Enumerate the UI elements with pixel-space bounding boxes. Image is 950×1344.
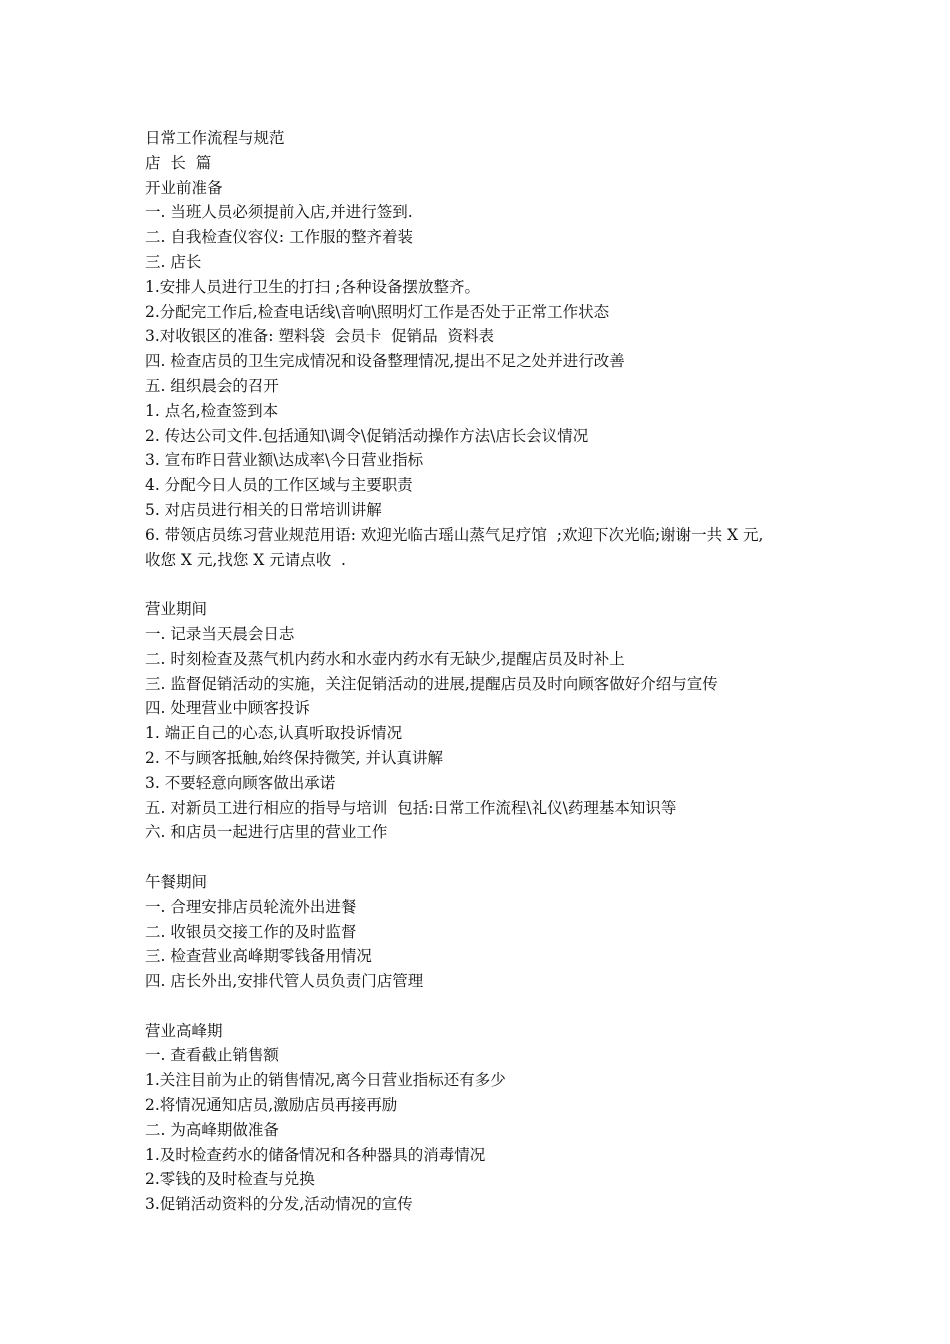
text-line: 3. 宣布昨日营业额\达成率\今日营业指标 [145, 451, 424, 470]
document-body [145, 176, 825, 1217]
section [145, 1019, 825, 1217]
section-spacer [145, 994, 825, 1019]
text-line: 四. 店长外出,安排代管人员负责门店管理 [145, 972, 424, 991]
text-line: 3.对收银区的准备: 塑料袋 会员卡 促销品 资料表 [145, 327, 495, 346]
text-line: 一. 合理安排店员轮流外出进餐 [145, 897, 357, 916]
text-line: 六. 和店员一起进行店里的营业工作 [145, 823, 388, 842]
text-line: 二. 为高峰期做准备 [145, 1120, 279, 1139]
text-line: 1. 点名,检查签到本 [145, 401, 279, 420]
text-line: 1.关注目前为止的销售情况,离今日营业指标还有多少 [145, 1071, 506, 1090]
text-line: 五. 组织晨会的召开 [145, 376, 279, 395]
text-line: 5. 对店员进行相关的日常培训讲解 [145, 500, 382, 519]
text-line: 4. 分配今日人员的工作区域与主要职责 [145, 476, 413, 495]
text-line: 3. 不要轻意向顾客做出承诺 [145, 773, 336, 792]
section-heading: 营业期间 [145, 600, 208, 619]
text-line: 2. 不与顾客抵触,始终保持微笑, 并认真讲解 [145, 748, 443, 767]
text-line: 2.分配完工作后,检查电话线\音响\照明灯工作是否处于正常工作状态 [145, 302, 610, 321]
text-line: 1. 端正自己的心态,认真听取投诉情况 [145, 724, 403, 743]
section [145, 870, 825, 994]
text-line: 四. 处理营业中顾客投诉 [145, 699, 310, 718]
document-subtitle: 店 长 篇 [145, 153, 212, 172]
text-line: 收您 X 元,找您 X 元请点收 . [145, 550, 346, 569]
text-line: 五. 对新员工进行相应的指导与培训 包括:日常工作流程\礼仪\药理基本知识等 [145, 798, 677, 817]
text-line: 三. 监督促销活动的实施，关注促销活动的进展,提醒店员及时向顾客做好介绍与宣传 [145, 674, 718, 693]
section-heading: 营业高峰期 [145, 1021, 223, 1040]
text-line: 2. 传达公司文件.包括通知\调令\促销活动操作方法\店长会议情况 [145, 426, 589, 445]
text-line: 一. 查看截止销售额 [145, 1046, 279, 1065]
text-line: 1.及时检查药水的储备情况和各种器具的消毒情况 [145, 1145, 486, 1164]
text-line: 二. 收银员交接工作的及时监督 [145, 922, 357, 941]
text-line: 1.安排人员进行卫生的打扫 ;各种设备摆放整齐。 [145, 277, 480, 296]
document-title: 日常工作流程与规范 [145, 129, 285, 147]
text-line: 四. 检查店员的卫生完成情况和设备整理情况,提出不足之处并进行改善 [145, 352, 625, 371]
text-line: 一. 当班人员必须提前入店,并进行签到. [145, 203, 413, 222]
text-line: 2.零钱的及时检查与兑换 [145, 1170, 315, 1189]
section [145, 597, 825, 845]
section-heading: 开业前准备 [145, 178, 223, 197]
text-line: 三. 店长 [145, 252, 202, 271]
text-line: 一. 记录当天晨会日志 [145, 624, 295, 643]
text-line: 3.促销活动资料的分发,活动情况的宣传 [145, 1195, 413, 1214]
text-line: 二. 时刻检查及蒸气机内药水和水壶内药水有无缺少,提醒店员及时补上 [145, 649, 625, 668]
text-line: 6. 带领店员练习营业规范用语: 欢迎光临古瑶山蒸气足疗馆 ;欢迎下次光临;谢谢一共 X 元, [145, 525, 764, 544]
section-spacer [145, 572, 825, 597]
text-line: 二. 自我检查仪容仪: 工作服的整齐着装 [145, 228, 414, 247]
section-heading: 午餐期间 [145, 872, 208, 891]
section [145, 176, 825, 573]
text-line: 2.将情况通知店员,激励店员再接再励 [145, 1096, 398, 1115]
text-line: 三. 检查营业高峰期零钱备用情况 [145, 947, 372, 966]
document-page [145, 126, 825, 1217]
section-spacer [145, 845, 825, 870]
